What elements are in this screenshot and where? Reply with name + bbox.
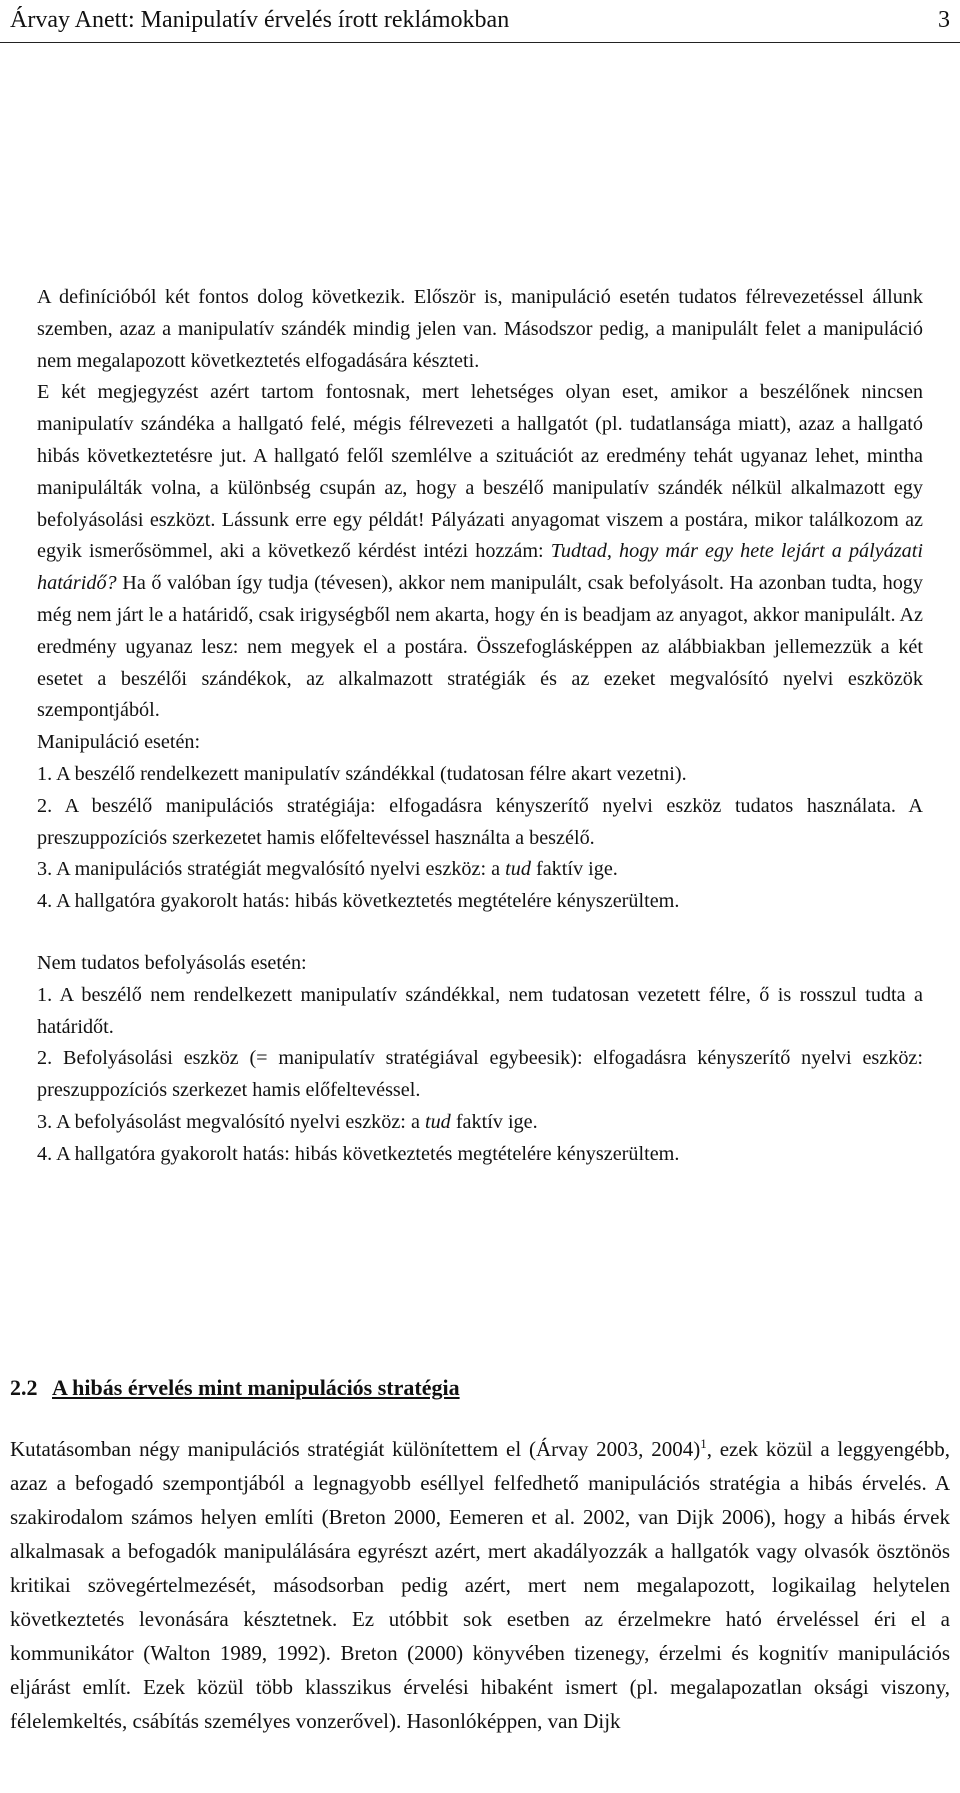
manipulation-item-2: 2. A beszélő manipulációs stratégiája: elfogadásra kényszerítő nyelvi eszköz tudatos használata. A preszuppozíciós szerkezetet hamis előfeltevéssel használta a beszélő.	[37, 794, 923, 849]
manipulation-item-4: 4. A hallgatóra gyakorolt hatás: hibás következtetés megtételére kényszerültem.	[37, 890, 680, 913]
paragraph-example-start: E két megjegyzést azért tartom fontosnak, mert lehetséges olyan eset, amikor a beszélőnek nincsen manipulatív szándéka a hallgató felé, mégis félrevezeti a hallgatót (pl. tudatlansága miatt), azaz a hallgató hibás következtetésre jut. A hallgató felől szemlélve a szituációt az eredmény tehát ugyanaz lehet, mintha manipulálták volna, a különbség csupán az, hogy a beszélő manipulatív szándék nélkül alkalmazott egy befolyásolási eszközt. Lássunk erre egy példát! Pályázati anyagomat viszem a postára, mikor találkozom az egyik ismerősömmel, aki a következő kérdést intézi hozzám:	[37, 381, 923, 563]
footnote-marker: 1	[700, 1436, 707, 1451]
page-number: 3	[938, 7, 950, 33]
paragraph-research-end: , ezek közül a leggyengébb, azaz a befogadó szempontjából a legnagyobb eséllyel felfedhető manipulációs stratégia a hibás érvelés. A szakirodalom számos helyen említi (Breton 2000, Eemeren et al. 2002, van Dijk 2006), hogy a hibás érvek alkalmasak a befogadók manipulálására egyrészt azért, mert akadályozzák a hallgatók vagy olvasók ösztönös kritikai szövegértelmezését, másodsorban pedig azért, mert nem megalapozott, logikailag helytelen következtetés levonására késztetnek. Ez utóbbit sok esetben az érzelmekre ható érveléssel éri el a kommunikátor (Walton 1989, 1992). Breton (2000) könyvében tizenegy, érzelmi és kognitív manipulációs eljárást említ. Ezek közül több klasszikus érvelési hibaként ismert (pl. megalapozatlan oksági viszony, félelemkeltés, csábítás személyes vonzerővel). Hasonlóképpen, van Dijk	[10, 1437, 950, 1733]
manipulation-item-3	[37, 854, 923, 886]
paragraph-research	[10, 1432, 950, 1738]
paragraph-definition: A definícióból két fontos dolog következik. Először is, manipuláció esetén tudatos félrevezetéssel állunk szemben, azaz a manipulatív szándék mindig jelen van. Másodszor pedig, a manipulált felet a manipuláció nem megalapozott következtetés elfogadására készteti.	[37, 286, 923, 372]
manipulation-item-3-verb: tud	[505, 858, 531, 881]
manipulation-item-3-text: 3. A manipulációs stratégiát megvalósító nyelvi eszköz: a	[37, 858, 506, 881]
influence-item-1: 1. A beszélő nem rendelkezett manipulatív szándékkal, nem tudatosan vezetett félre, ő is rosszul tudta a határidőt.	[37, 983, 923, 1038]
paragraph-example	[37, 377, 923, 727]
spacer	[37, 918, 923, 948]
paragraph-research-start: Kutatásomban négy manipulációs stratégiát különítettem el (Árvay 2003, 2004)	[10, 1437, 701, 1461]
running-title: Árvay Anett: Manipulatív érvelés írott reklámokban	[10, 7, 510, 33]
influence-item-2: 2. Befolyásolási eszköz (= manipulatív stratégiával egybeesik): elfogadásra kényszerítő nyelvi eszköz: preszuppozíciós szerkezet hamis előfeltevéssel.	[37, 1047, 923, 1102]
influence-item-3-verb: tud	[424, 1110, 451, 1133]
example-question: Tudtad, hogy már egy hete lejárt a pályázati határidő?	[37, 540, 923, 595]
section-title: A hibás érvelés mint manipulációs stratégia	[52, 1375, 460, 1400]
influence-item-4: 4. A hallgatóra gyakorolt hatás: hibás következtetés megtételére kényszerültem.	[37, 1142, 680, 1165]
body-text-lower	[10, 1432, 950, 1738]
influence-title: Nem tudatos befolyásolás esetén:	[37, 951, 307, 974]
paragraph-example-end: Ha ő valóban így tudja (tévesen), akkor nem manipulált, csak befolyásolt. Ha azonban tudta, hogy még nem járt le a határidő, csak irigységből nem akarta, hogy én is beadjam az anyagot, akkor manipulált. Az eredmény ugyanaz lesz: nem megyek el a postára. Összefoglásképpen az alábbiakban jellemezzük a két esetet a beszélői szándékok, az alkalmazott stratégiák és az ezeket megvalósító nyelvi eszközök szempontjából.	[37, 572, 923, 722]
manipulation-item-1: 1. A beszélő rendelkezett manipulatív szándékkal (tudatosan félre akart vezetni).	[37, 762, 687, 785]
section-number: 2.2	[10, 1375, 38, 1400]
influence-item-3-tail: faktív ige.	[450, 1110, 538, 1133]
manipulation-item-3-tail: faktív ige.	[530, 858, 618, 881]
section-heading	[10, 1375, 460, 1401]
influence-item-3	[37, 1107, 923, 1139]
running-header	[0, 0, 960, 43]
influence-item-3-text: 3. A befolyásolást megvalósító nyelvi eszköz: a	[37, 1110, 425, 1133]
body-text-upper	[37, 282, 923, 1171]
manipulation-title: Manipuláció esetén:	[37, 731, 201, 754]
